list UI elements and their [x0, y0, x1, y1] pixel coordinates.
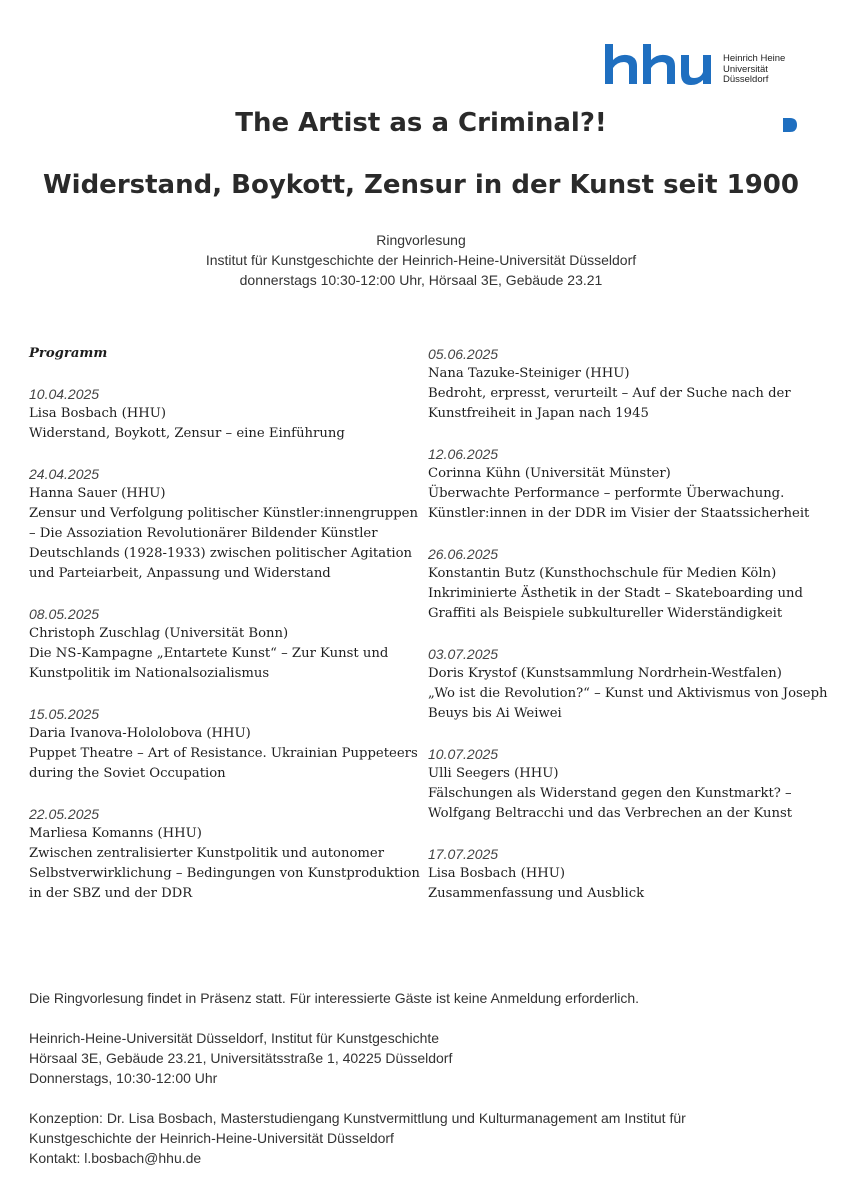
- entry-date: 24.04.2025: [29, 466, 100, 482]
- concept-line-1: Konzeption: Dr. Lisa Bosbach, Masterstudiengang Kunstvermittlung und Kulturmanagement am Institut für: [29, 1110, 686, 1126]
- entry-speaker: Ulli Seegers (HHU): [428, 766, 559, 781]
- entry-date: 26.06.2025: [428, 546, 499, 562]
- logo-text: [723, 54, 785, 86]
- concept-line-2: Kunstgeschichte der Heinrich-Heine-Universität Düsseldorf: [29, 1130, 394, 1146]
- program-entry: [428, 844, 828, 904]
- entry-speaker: Lisa Bosbach (HHU): [428, 866, 565, 881]
- entry-talk: Widerstand, Boykott, Zensur – eine Einführung: [29, 426, 345, 441]
- venue-address: [29, 1028, 819, 1088]
- program-entry: [428, 744, 828, 824]
- program-entry: [29, 604, 421, 684]
- address-line-3: Donnerstags, 10:30-12:00 Uhr: [29, 1070, 218, 1086]
- program-heading: Programm: [29, 346, 108, 361]
- entry-speaker: Hanna Sauer (HHU): [29, 486, 166, 501]
- hhu-wordmark-icon: [605, 44, 717, 88]
- entry-speaker: Corinna Kühn (Universität Münster): [428, 466, 671, 481]
- program-entry: [428, 544, 828, 624]
- entry-speaker: Lisa Bosbach (HHU): [29, 406, 166, 421]
- address-line-2: Hörsaal 3E, Gebäude 23.21, Universitätsstraße 1, 40225 Düsseldorf: [29, 1050, 453, 1066]
- concept-contact: [29, 1108, 819, 1168]
- hhu-logo: [605, 44, 805, 90]
- attendance-note-text: Die Ringvorlesung findet in Präsenz statt. Für interessierte Gäste ist keine Anmeldung erforderlich.: [29, 990, 640, 1006]
- program-column-right: [428, 344, 828, 924]
- address-line-1: Heinrich-Heine-Universität Düsseldorf, Institut für Kunstgeschichte: [29, 1030, 440, 1046]
- entry-date: 08.05.2025: [29, 606, 100, 622]
- entry-talk: Überwachte Performance – performte Überwachung. Künstler:innen in der DDR im Visier der Staatssicherheit: [428, 486, 810, 521]
- program-entry: [29, 384, 421, 444]
- program-column-left: [29, 344, 421, 924]
- page-subtitle: Widerstand, Boykott, Zensur in der Kunst seit 1900: [42, 170, 799, 200]
- info-line-3: donnerstags 10:30-12:00 Uhr, Hörsaal 3E, Gebäude 23.21: [239, 272, 603, 288]
- entry-talk: Bedroht, erpresst, verurteilt – Auf der Suche nach der Kunstfreiheit in Japan nach 1945: [428, 386, 791, 421]
- attendance-note: [29, 988, 819, 1008]
- program-entry: [428, 644, 828, 724]
- program-entry: [29, 464, 421, 584]
- entry-date: 17.07.2025: [428, 846, 499, 862]
- entry-date: 05.06.2025: [428, 346, 499, 362]
- info-line-2: Institut für Kunstgeschichte der Heinrich-Heine-Universität Düsseldorf: [205, 252, 637, 268]
- entry-speaker: Christoph Zuschlag (Universität Bonn): [29, 626, 289, 641]
- info-line-1: Ringvorlesung: [376, 232, 466, 248]
- entry-date: 22.05.2025: [29, 806, 100, 822]
- program-entry: [29, 704, 421, 784]
- entry-speaker: Konstantin Butz (Kunsthochschule für Medien Köln): [428, 566, 777, 581]
- contact-line: Kontakt: l.bosbach@hhu.de: [29, 1150, 202, 1166]
- entry-talk: Fälschungen als Widerstand gegen den Kunstmarkt? – Wolfgang Beltracchi und das Verbrechen an der Kunst: [428, 786, 793, 821]
- entry-speaker: Doris Krystof (Kunstsammlung Nordrhein-Westfalen): [428, 666, 782, 681]
- entry-talk: Die NS-Kampagne „Entartete Kunst“ – Zur Kunst und Kunstpolitik im Nationalsozialismus: [29, 646, 389, 681]
- entry-talk: Inkriminierte Ästhetik in der Stadt – Skateboarding und Graffiti als Beispiele subkultureller Widerständigkeit: [428, 586, 803, 621]
- entry-speaker: Daria Ivanova-Hololobova (HHU): [29, 726, 251, 741]
- program-entry: [428, 344, 828, 424]
- entry-date: 03.07.2025: [428, 646, 499, 662]
- logo-line-1: Heinrich Heine: [723, 53, 786, 64]
- program-entry: [29, 804, 421, 904]
- logo-line-3: Düsseldorf: [723, 74, 769, 85]
- entry-date: 15.05.2025: [29, 706, 100, 722]
- entry-date: 10.04.2025: [29, 386, 100, 402]
- entry-talk: „Wo ist die Revolution?“ – Kunst und Aktivismus von Joseph Beuys bis Ai Weiwei: [428, 686, 828, 721]
- entry-date: 12.06.2025: [428, 446, 499, 462]
- entry-talk: Zensur und Verfolgung politischer Künstler:innengruppen – Die Assoziation Revolutionärer Bildender Künstler Deutschlands (1928-1933) zwischen politischer Agitation und Parteiarbeit, Anpassung und Widerstand: [29, 506, 418, 581]
- entry-speaker: Nana Tazuke-Steiniger (HHU): [428, 366, 630, 381]
- page-title: The Artist as a Criminal?!: [235, 108, 607, 138]
- entry-talk: Zusammenfassung und Ausblick: [428, 886, 645, 901]
- entry-talk: Zwischen zentralisierter Kunstpolitik und autonomer Selbstverwirklichung – Bedingungen von Kunstproduktion in der SBZ und der DDR: [29, 846, 420, 901]
- entry-date: 10.07.2025: [428, 746, 499, 762]
- entry-speaker: Marliesa Komanns (HHU): [29, 826, 202, 841]
- lecture-info: [0, 230, 842, 290]
- entry-talk: Puppet Theatre – Art of Resistance. Ukrainian Puppeteers during the Soviet Occupation: [29, 746, 418, 781]
- program-entry: [428, 444, 828, 524]
- logo-line-2: Universität: [723, 63, 768, 75]
